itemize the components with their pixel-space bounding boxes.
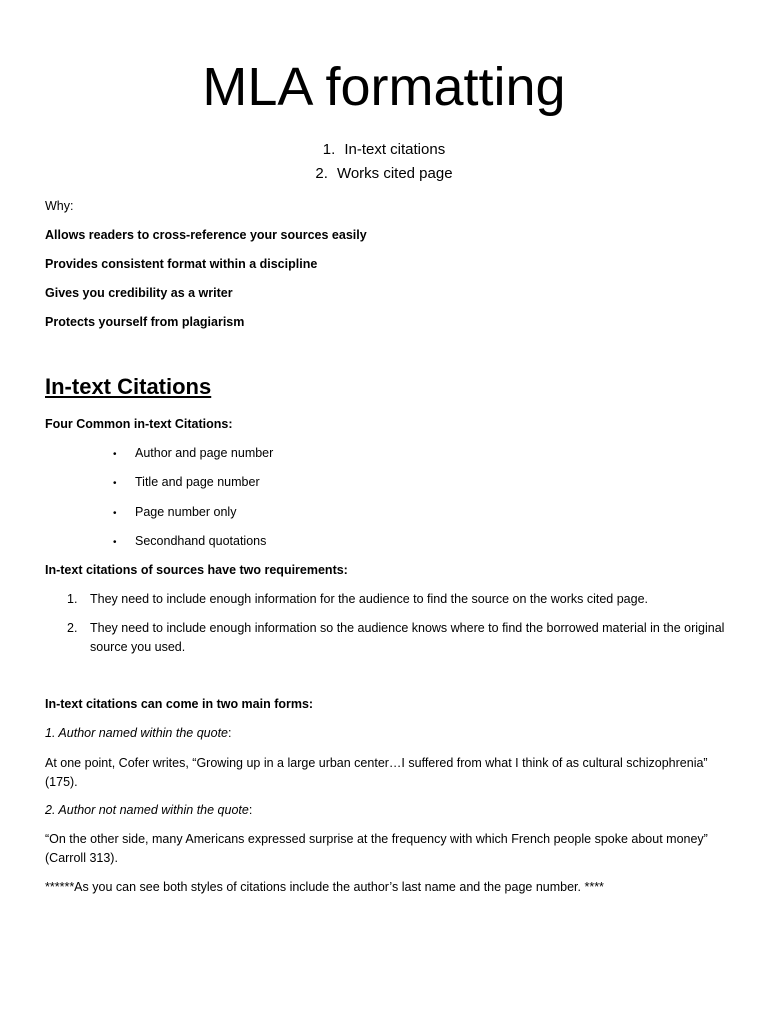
requirement-item [67,590,727,609]
toc-item-label: Works cited page [336,165,453,182]
bullet-glyph: • [113,537,117,548]
toc-item-works-cited [0,164,768,184]
requirements-label: In-text citations of sources have two requirements: [45,563,348,577]
bullet-text: Author and page number [135,446,274,460]
form1-colon: : [228,726,232,740]
toc-item-number: 2. [315,165,328,182]
form1-label [45,724,231,742]
requirement-text: They need to include enough information for the audience to find the source on the works cited page. [90,592,649,606]
toc-item-label: In-text citations [344,141,446,158]
form2-example: “On the other side, many Americans expressed surprise at the frequency with which French people spoke about money” (Carroll 313). [45,832,708,865]
bullet-text: Title and page number [135,475,260,489]
requirement-number: 2. [67,621,78,635]
bullet-item [113,532,266,552]
why-label: Why: [45,199,74,213]
reason-item: Gives you credibility as a writer [45,286,233,300]
section-heading-intext: In-text Citations [45,374,212,399]
bullet-glyph: • [113,508,117,519]
form2-label [45,801,252,819]
form1-example: At one point, Cofer writes, “Growing up in a large urban center…I suffered from what I think of as cultural schizophrenia” (175). [45,756,708,789]
form2-label-text: 2. Author not named within the quote [45,803,249,817]
requirement-item [67,619,727,657]
toc-item-number: 1. [322,141,336,158]
citation-note: ******As you can see both styles of citations include the author’s last name and the page number. **** [45,880,604,894]
requirement-number: 1. [67,592,78,606]
bullet-text: Page number only [135,505,237,519]
common-citations-label: Four Common in-text Citations: [45,417,233,431]
page-title: MLA formatting [202,57,566,117]
form2-colon: : [248,803,253,817]
bullet-glyph: • [113,449,117,460]
reason-item: Allows readers to cross-reference your sources easily [45,228,367,242]
forms-label: In-text citations can come in two main forms: [45,697,314,711]
bullet-text: Secondhand quotations [135,534,267,548]
requirement-text: They need to include enough information so the audience knows where to find the borrowed material in the original source you used. [90,621,725,654]
bullet-item [113,444,273,464]
bullet-glyph: • [113,478,117,489]
bullet-item [113,503,236,523]
bullet-item [113,473,260,493]
reason-item: Provides consistent format within a discipline [45,257,318,271]
reason-item: Protects yourself from plagiarism [45,315,245,329]
form1-label-text: 1. Author named within the quote [45,726,228,740]
toc-item-intext [0,140,768,160]
